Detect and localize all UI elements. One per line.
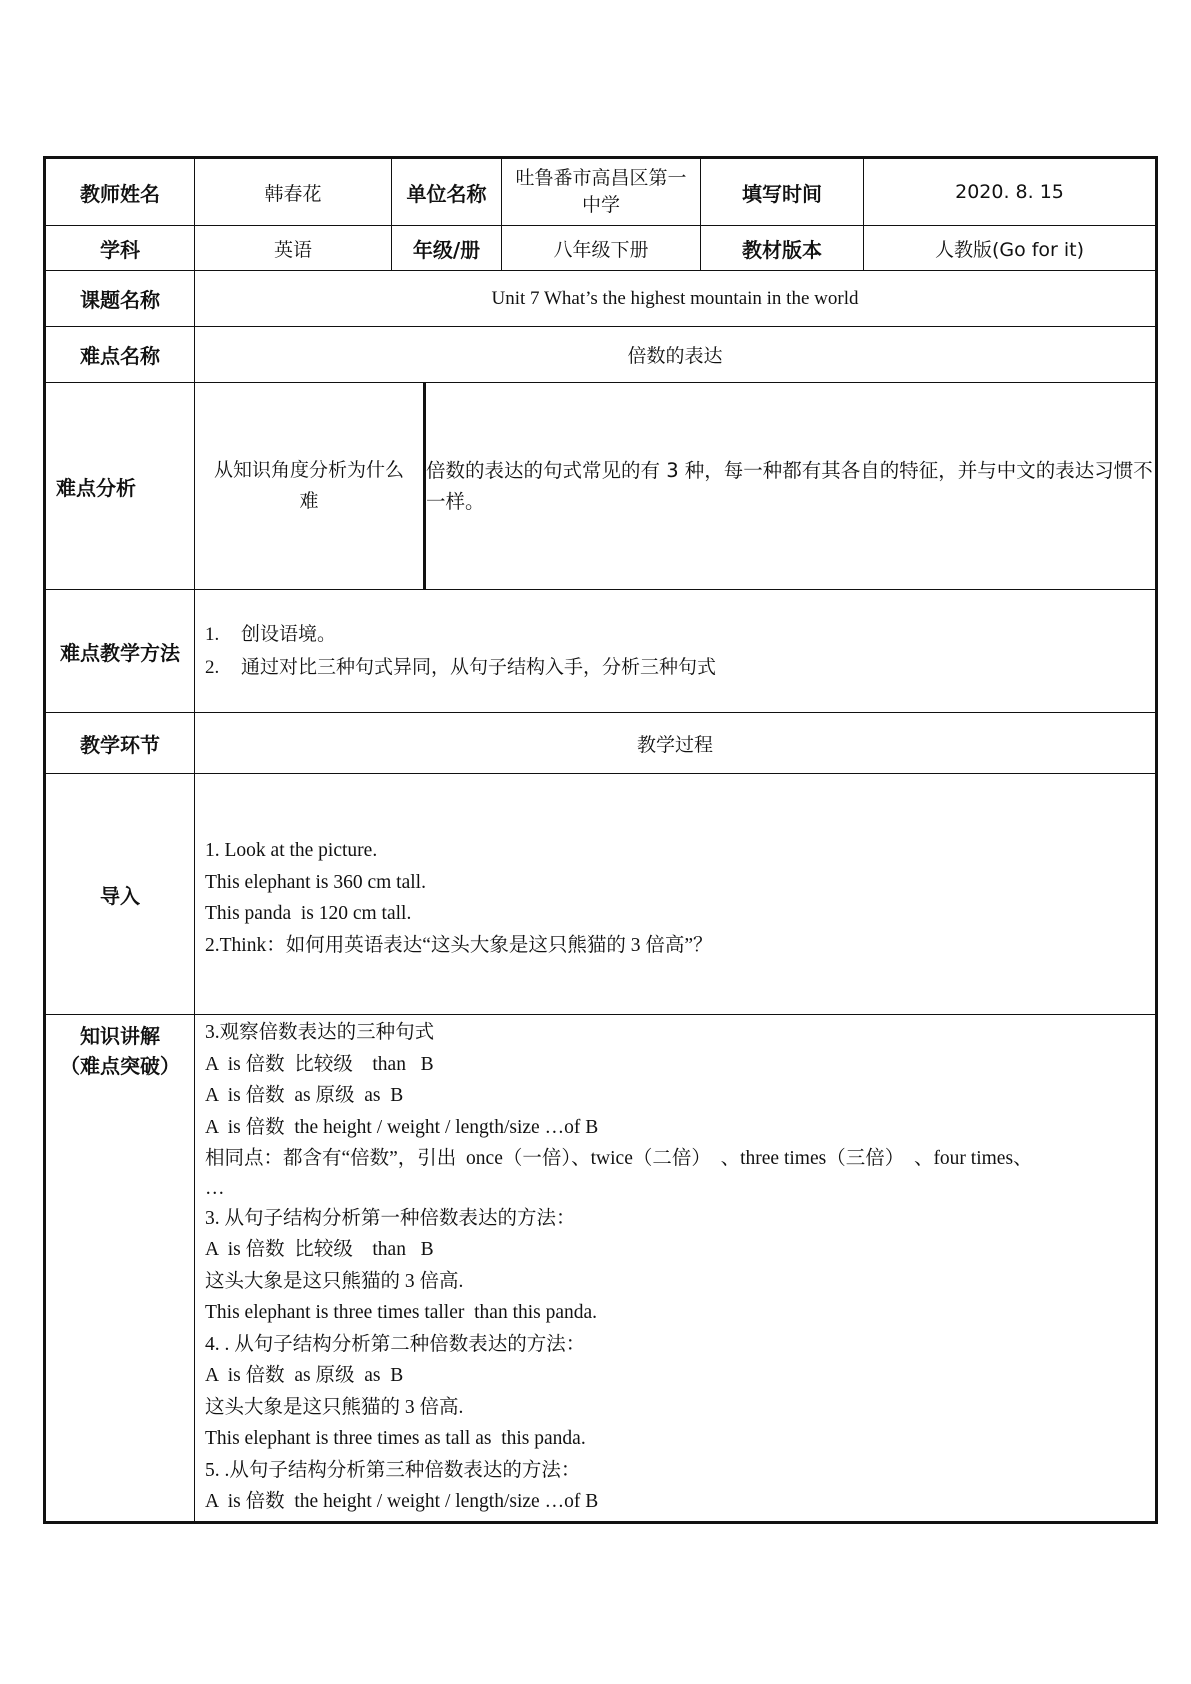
knowledge-line: A is 倍数 as 原级 as B [205,1085,404,1106]
subject-label: 学科 [45,226,195,271]
header-row-2 [45,226,1157,271]
intro-line: 2.Think：如何用英语表达“这头大象是这只熊猫的 3 倍高”？ [205,934,713,956]
knowledge-label-line-2: （难点突破） [60,1054,180,1078]
analysis-text: 倍数的表达的句式常见的有 3 种，每一种都有其各自的特征，并与中文的表达习惯不一样。 [426,459,1153,513]
method-item [195,618,1155,651]
intro-label: 导入 [45,774,195,1015]
teacher-label: 教师姓名 [45,158,195,226]
knowledge-label [45,1015,195,1523]
intro-line: 1. Look at the picture. [205,840,378,861]
method-item-number: 1. [205,624,220,645]
knowledge-line: 3. 从句子结构分析第一种倍数表达的方法： [205,1207,576,1229]
method-label: 难点教学方法 [45,590,195,713]
intro-line: This panda is 120 cm tall. [205,903,412,924]
intro-content [195,774,1157,1015]
date-label: 填写时间 [701,158,864,226]
unit-value: 吐鲁番市高昌区第一中学 [502,158,701,226]
knowledge-label-line-1: 知识讲解 [80,1024,160,1048]
process-value: 教学过程 [195,713,1157,774]
edition-value: 人教版(Go for it) [864,226,1157,271]
method-row [45,590,1157,713]
difficulty-row [45,327,1157,383]
topic-value: Unit 7 What’s the highest mountain in the world [195,271,1157,327]
difficulty-value: 倍数的表达 [195,327,1157,383]
intro-line: This elephant is 360 cm tall. [205,871,426,893]
knowledge-line: 3.观察倍数表达的三种句式 [205,1022,435,1043]
knowledge-line: 4. . 从句子结构分析第二种倍数表达的方法： [205,1333,586,1355]
analysis-row [45,383,1157,590]
lesson-plan-table [43,156,1158,1524]
knowledge-content [195,1015,1157,1523]
process-label: 教学环节 [45,713,195,774]
difficulty-label: 难点名称 [45,327,195,383]
process-header-row [45,713,1157,774]
analysis-inner-table [195,383,1155,589]
knowledge-line: A is 倍数 比较级 than B [205,1239,434,1260]
header-row-1 [45,158,1157,226]
knowledge-line: 这头大象是这只熊猫的 3 倍高. [205,1270,464,1292]
knowledge-line: 这头大象是这只熊猫的 3 倍高. [205,1396,464,1418]
teacher-value: 韩春花 [195,158,392,226]
grade-label: 年级/册 [392,226,502,271]
knowledge-line: A is 倍数 as 原级 as B [205,1365,404,1386]
topic-label: 课题名称 [45,271,195,327]
analysis-label: 难点分析 [45,383,195,590]
method-item-text: 通过对比三种句式异同，从句子结构入手，分析三种句式 [241,656,717,678]
knowledge-line: A is 倍数 the height / weight / length/size …of B [205,1491,599,1512]
intro-row [45,774,1157,1015]
topic-row [45,271,1157,327]
knowledge-line: A is 倍数 比较级 than B [205,1053,434,1075]
method-item-text: 创设语境。 [241,623,337,645]
edition-label: 教材版本 [701,226,864,271]
date-value: 2020. 8. 15 [864,158,1157,226]
knowledge-line: This elephant is three times as tall as this panda. [205,1428,586,1449]
knowledge-line: … [205,1177,225,1199]
knowledge-line: A is 倍数 the height / weight / length/size …of B [205,1116,599,1138]
grade-value: 八年级下册 [502,226,701,271]
method-item-number: 2. [205,657,220,678]
analysis-content [195,383,1157,590]
knowledge-line: 相同点：都含有“倍数”，引出 once（一倍）、twice（二倍） 、three times（三倍） 、four times、 [205,1148,1033,1169]
method-item [195,651,1155,684]
knowledge-row [45,1015,1157,1523]
method-content [195,590,1157,713]
subject-value: 英语 [195,226,392,271]
unit-label: 单位名称 [392,158,502,226]
knowledge-line: 5. .从句子结构分析第三种倍数表达的方法： [205,1459,581,1481]
knowledge-line: This elephant is three times taller than this panda. [205,1302,598,1323]
analysis-sub-label: 从知识角度分析为什么难 [195,383,425,589]
